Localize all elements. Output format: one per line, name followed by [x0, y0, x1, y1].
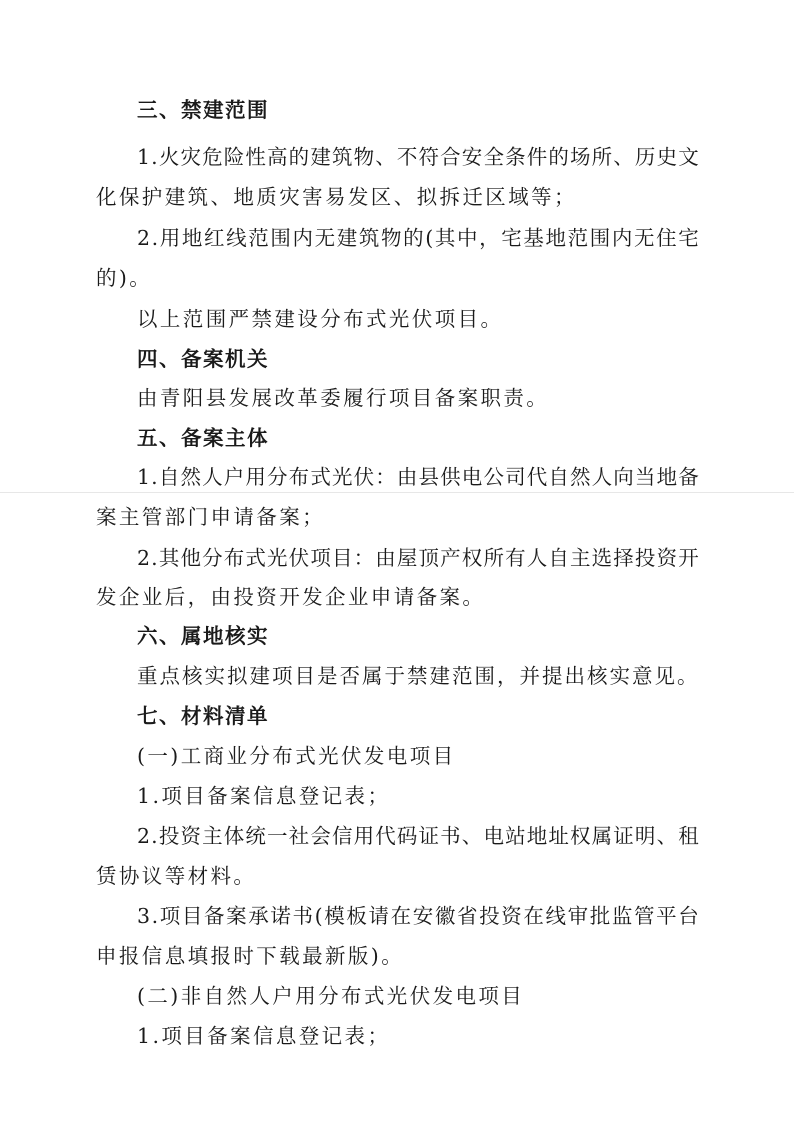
- paragraph-line: 化保护建筑、地质灾害易发区、拟拆迁区域等；: [96, 185, 577, 209]
- paragraph-line: 2.其他分布式光伏项目：由屋顶产权所有人自主选择投资开: [137, 546, 700, 570]
- paragraph-line: 1.项目备案信息登记表；: [137, 1024, 391, 1048]
- paragraph-line: 的)。: [96, 266, 153, 290]
- subsection-heading: (一)工商业分布式光伏发电项目: [137, 744, 456, 768]
- paragraph-line: 重点核实拟建项目是否属于禁建范围，并提出核实意见。: [137, 664, 700, 688]
- paragraph-line: 申报信息填报时下载最新版)。: [96, 944, 405, 968]
- subsection-heading: (二)非自然人户用分布式光伏发电项目: [137, 984, 525, 1008]
- paragraph-line: 2.用地红线范围内无建筑物的(其中，宅基地范围内无住宅: [137, 226, 701, 250]
- section-heading-filing-authority: 四、备案机关: [137, 347, 269, 371]
- paragraph-line: 以上范围严禁建设分布式光伏项目。: [137, 307, 504, 331]
- paragraph-line: 1.项目备案信息登记表；: [137, 784, 391, 808]
- scan-artifact-line: [0, 492, 794, 493]
- paragraph-line: 1.火灾危险性高的建筑物、不符合安全条件的场所、历史文: [137, 145, 700, 169]
- paragraph-line: 案主管部门申请备案；: [96, 505, 325, 529]
- paragraph-line: 1.自然人户用分布式光伏：由县供电公司代自然人向当地备: [137, 465, 700, 489]
- section-heading-prohibited-scope: 三、禁建范围: [137, 98, 269, 122]
- paragraph-line: 由青阳县发展改革委履行项目备案职责。: [137, 386, 550, 410]
- section-heading-local-verification: 六、属地核实: [137, 624, 269, 648]
- section-heading-materials-list: 七、材料清单: [137, 704, 269, 728]
- section-heading-filing-subject: 五、备案主体: [137, 426, 269, 450]
- paragraph-line: 发企业后，由投资开发企业申请备案。: [96, 585, 486, 609]
- paragraph-line: 赁协议等材料。: [96, 864, 257, 888]
- paragraph-line: 2.投资主体统一社会信用代码证书、电站地址权属证明、租: [137, 824, 700, 848]
- paragraph-line: 3.项目备案承诺书(模板请在安徽省投资在线审批监管平台: [137, 904, 701, 928]
